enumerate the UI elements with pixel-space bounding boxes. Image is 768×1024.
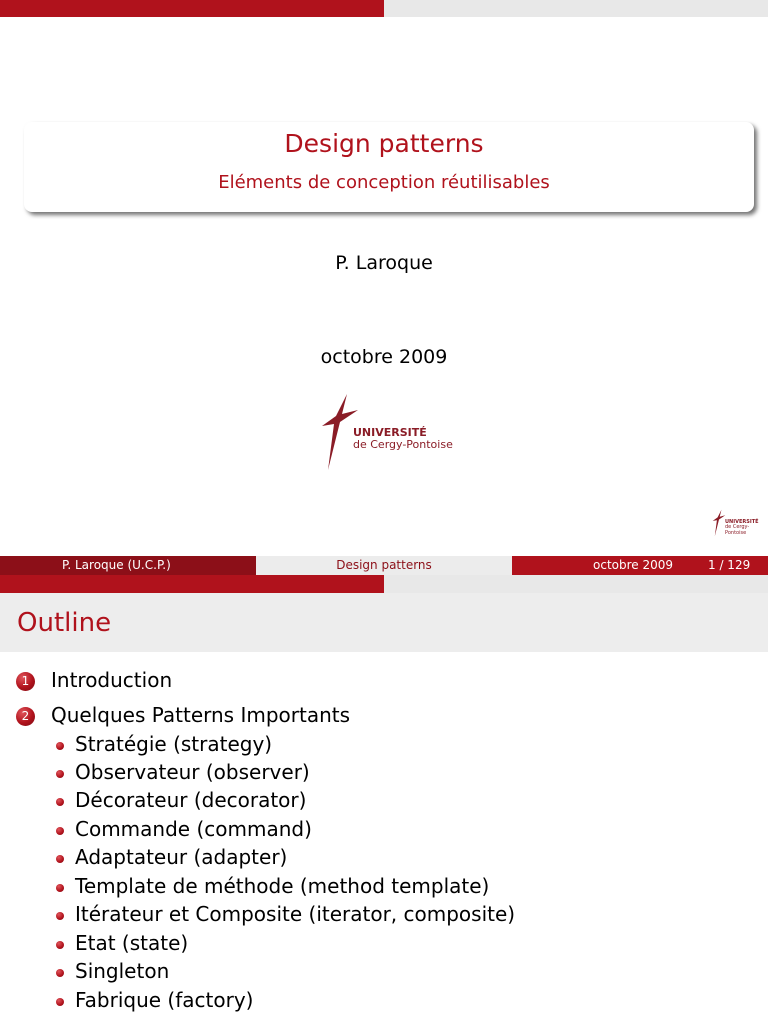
footer-title: Design patterns — [256, 556, 512, 575]
subsection-commande[interactable]: Commande (command) — [75, 817, 312, 841]
slide2-top-bar-red — [0, 575, 384, 593]
slide-subtitle: Eléments de conception réutilisables — [218, 172, 550, 193]
footer-date: octobre 2009 — [593, 558, 674, 572]
subsection-etat[interactable]: Etat (state) — [75, 931, 189, 955]
university-logo — [320, 392, 460, 472]
footer-bar — [0, 556, 768, 575]
bullet-icon — [56, 884, 64, 892]
bullet-icon — [56, 941, 64, 949]
slide2-top-bar-grey — [384, 575, 768, 593]
bullet-icon — [56, 912, 64, 920]
section-number-badge: 1 — [16, 672, 35, 691]
bullet-icon — [56, 742, 64, 750]
slide2-header — [0, 593, 768, 652]
section-introduction[interactable]: Introduction — [51, 668, 173, 692]
bullet-icon — [56, 998, 64, 1006]
subsection-iterateur-composite[interactable]: Itérateur et Composite (iterator, composite) — [75, 902, 516, 926]
top-bar-grey — [384, 0, 768, 17]
subsection-decorateur[interactable]: Décorateur (decorator) — [75, 788, 307, 812]
subsection-template-methode[interactable]: Template de méthode (method template) — [75, 874, 490, 898]
outline-heading: Outline — [17, 608, 112, 638]
logo-line2: de Cergy-Pontoise — [353, 437, 453, 451]
footer-author: P. Laroque (U.C.P.) — [62, 558, 171, 572]
bullet-icon — [56, 855, 64, 863]
section-number-badge: 2 — [16, 707, 35, 726]
small-logo-line2: de Cergy-Pontoise — [725, 524, 750, 536]
date: octobre 2009 — [320, 346, 448, 368]
bullet-icon — [56, 798, 64, 806]
author: P. Laroque — [335, 252, 433, 274]
footer-date-cell — [512, 556, 768, 575]
footer-page-number: 1 / 129 — [708, 558, 751, 572]
subsection-adaptateur[interactable]: Adaptateur (adapter) — [75, 845, 288, 869]
subsection-singleton[interactable]: Singleton — [75, 959, 170, 983]
top-bar-red — [0, 0, 384, 17]
bullet-icon — [56, 770, 64, 778]
bullet-icon — [56, 827, 64, 835]
bullet-icon — [56, 969, 64, 977]
small-logo-line1: UNIVERSITÉ — [725, 519, 759, 525]
small-university-logo — [712, 506, 768, 540]
logo-line1: UNIVERSITÉ — [353, 426, 427, 439]
subsection-observateur[interactable]: Observateur (observer) — [75, 760, 310, 784]
subsection-strategie[interactable]: Stratégie (strategy) — [75, 732, 273, 756]
section-quelques-patterns[interactable]: Quelques Patterns Importants — [51, 703, 351, 727]
slide-title: Design patterns — [284, 129, 484, 158]
subsection-fabrique[interactable]: Fabrique (factory) — [75, 988, 254, 1012]
footer-author-cell — [0, 556, 256, 575]
small-logo-mark-icon — [712, 506, 726, 540]
